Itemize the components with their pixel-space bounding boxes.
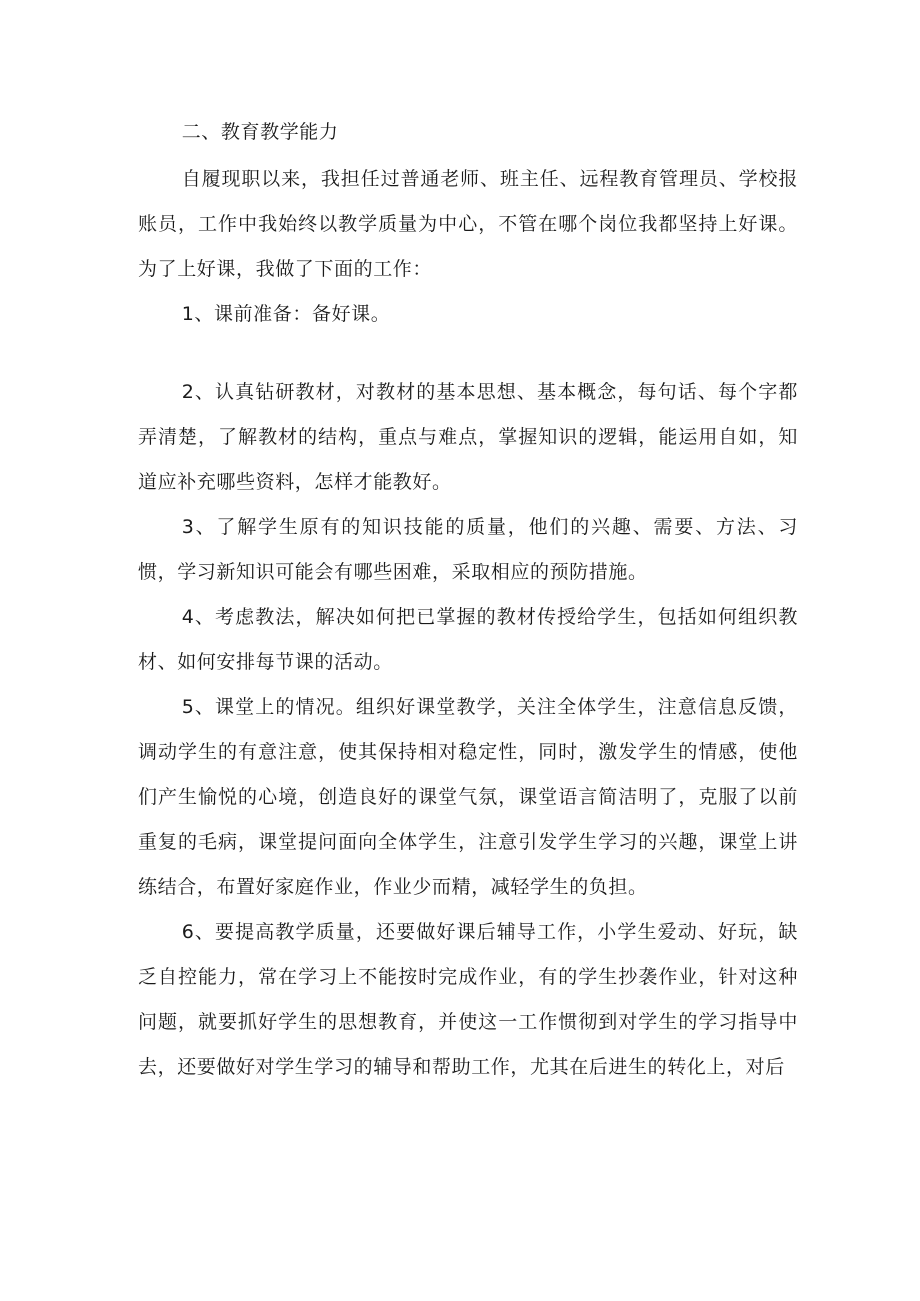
- paragraph-item-5: 5、课堂上的情况。组织好课堂教学，关注全体学生，注意信息反馈，调动学生的有意注意，使其保持相对稳定性，同时，激发学生的情感，使他们产生愉悦的心境，创造良好的课堂气氛，课堂语言简洁明了，克服了以前重复的毛病，课堂提问面向全体学生，注意引发学生学习的兴趣，课堂上讲练结合，布置好家庭作业，作业少而精，减轻学生的负担。: [138, 696, 798, 898]
- paragraph-item-4: 4、考虑教法，解决如何把已掌握的教材传授给学生，包括如何组织教材、如何安排每节课的活动。: [138, 606, 798, 673]
- paragraph-item-3: 3、了解学生原有的知识技能的质量，他们的兴趣、需要、方法、习惯，学习新知识可能会有哪些困难，采取相应的预防措施。: [138, 516, 798, 583]
- paragraph-item-6: 6、要提高教学质量，还要做好课后辅导工作，小学生爱动、好玩，缺乏自控能力，常在学习上不能按时完成作业，有的学生抄袭作业，针对这种问题，就要抓好学生的思想教育，并使这一工作惯彻到对学生的学习指导中去，还要做好对学生学习的辅导和帮助工作，尤其在后进生的转化上，对后: [138, 921, 798, 1078]
- paragraph-item-1: 1、课前准备：备好课。: [181, 303, 391, 325]
- section-heading: 二、教育教学能力: [181, 121, 339, 143]
- paragraph-item-2: 2、认真钻研教材，对教材的基本思想、基本概念，每句话、每个字都弄清楚，了解教材的结构，重点与难点，掌握知识的逻辑，能运用自如，知道应补充哪些资料，怎样才能教好。: [138, 381, 798, 493]
- paragraph-intro: 自履现职以来，我担任过普通老师、班主任、远程教育管理员、学校报账员，工作中我始终以教学质量为中心，不管在哪个岗位我都坚持上好课。为了上好课，我做了下面的工作：: [138, 168, 798, 280]
- document-body: [138, 110, 798, 1090]
